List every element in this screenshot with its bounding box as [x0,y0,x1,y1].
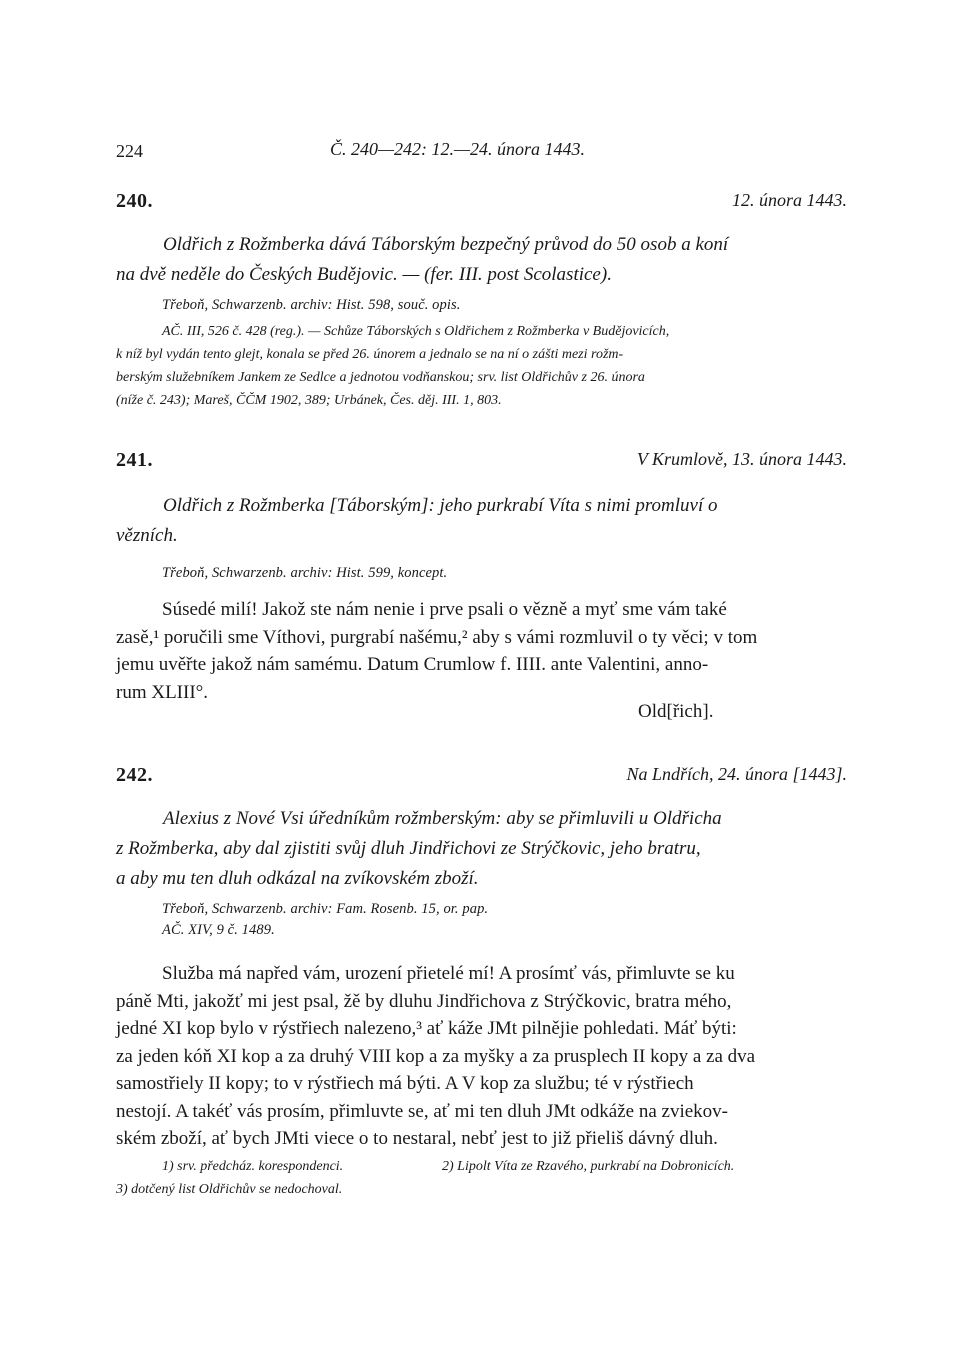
summary-line: Alexius z Nové Vsi úředníkům rožmberským: aby se přimluvili u Oldřicha [163,808,722,829]
footnote: 2) Lipolt Víta ze Rzavého, purkrabí na Dobronicích. [442,1159,735,1174]
summary-line: vězních. [116,525,178,546]
entry-summary [116,804,722,894]
archival-source: Třeboň, Schwarzenb. archiv: Fam. Rosenb. 15, or. pap. [162,901,489,917]
entry-number: 241. [116,449,153,471]
entry-date: Na Lndřích, 24. února [1443]. [626,764,847,784]
archival-source-print: AČ. XIV, 9 č. 1489. [162,922,275,938]
document-text [116,596,757,706]
text-line: rum XLIII°. [116,681,209,703]
text-line: jedné XI kop bylo v rýstřiech nalezeno,³ ať káže JMt pilnějie pohledati. Máť býti: [116,1018,737,1039]
text-line: za jeden kóň XI kop a za druhý VIII kop a za myšky a za prusplech II kopy a za dva [116,1045,756,1067]
text-line: ském zboží, ať bych JMti viece o to nestaral, nebť jest to již přieliš dávný dluh. [116,1128,718,1149]
summary-line: z Rožmberka, aby dal zjistiti svůj dluh Jindřichovi ze Strýčkovic, jeho bratru, [116,838,701,859]
register-note [116,320,856,412]
page-number: 224 [116,141,143,161]
footnote: 3) dotčený list Oldřichův se nedochoval. [116,1182,343,1197]
signature: Old[řich]. [638,701,714,722]
entry-date: V Krumlově, 13. února 1443. [636,449,847,469]
text-line: zasě,¹ poručili sme Víthovi, purgrabí našému,² aby s vámi rozmluvil o ty věci; v tom [116,626,758,648]
text-line: páně Mti, jakožť mi jest psal, žě by dluhu Jindřichova z Strýčkovic, bratra mého, [116,990,732,1012]
register-line: AČ. III, 526 č. 428 (reg.). — Schůze Táborských s Oldřichem z Rožmberka v Budějovicích, [162,324,670,339]
entry-summary [116,491,718,551]
summary-line: na dvě neděle do Českých Budějovic. — (fer. III. post Scolastice). [116,264,612,285]
entry-date: 12. února 1443. [731,190,847,210]
archival-source: Třeboň, Schwarzenb. archiv: Hist. 599, koncept. [162,565,448,581]
register-line: k níž byl vydán tento glejt, konala se před 26. únorem a jednalo se na ní o zášti mezi rožm- [116,347,624,362]
register-line: berským služebníkem Jankem ze Sedlce a jednotou vodňanskou; srv. list Oldřichův z 26. února [116,370,645,385]
footnote: 1) srv. předcház. korespondenci. [162,1159,344,1174]
text-line: nestojí. A takéť vás prosím, přimluvte se, ať mi ten dluh JMt odkáže na zviekov- [116,1100,728,1122]
document-text [116,960,755,1153]
text-line: samostřiely II kopy; to v rýstřiech má býti. A V kop za službu; té v rýstřiech [116,1073,694,1094]
running-title: Č. 240—242: 12.—24. února 1443. [330,139,586,159]
entry-summary [116,230,728,290]
archival-source: Třeboň, Schwarzenb. archiv: Hist. 598, souč. opis. [162,297,461,313]
summary-line: Oldřich z Rožmberka dává Táborským bezpečný průvod do 50 osob a koní [163,234,729,255]
text-line: jemu uvěřte jakož nám samému. Datum Crumlow f. IIII. ante Valentini, anno- [116,654,709,675]
register-line: (níže č. 243); Mareš, ČČM 1902, 389; Urbánek, Čes. děj. III. 1, 803. [116,393,502,408]
entry-number: 240. [116,190,153,212]
text-line: Služba má napřed vám, urození přietelé mí! A prosímť vás, přimluvte se ku [162,963,735,984]
summary-line: Oldřich z Rožmberka [Táborským]: jeho purkrabí Víta s nimi promluví o [163,495,718,516]
summary-line: a aby mu ten dluh odkázal na zvíkovském zboží. [116,868,479,889]
entry-number: 242. [116,764,153,786]
text-line: Súsedé milí! Jakož ste nám nenie i prve psali o vězně a myť sme vám také [162,599,727,620]
